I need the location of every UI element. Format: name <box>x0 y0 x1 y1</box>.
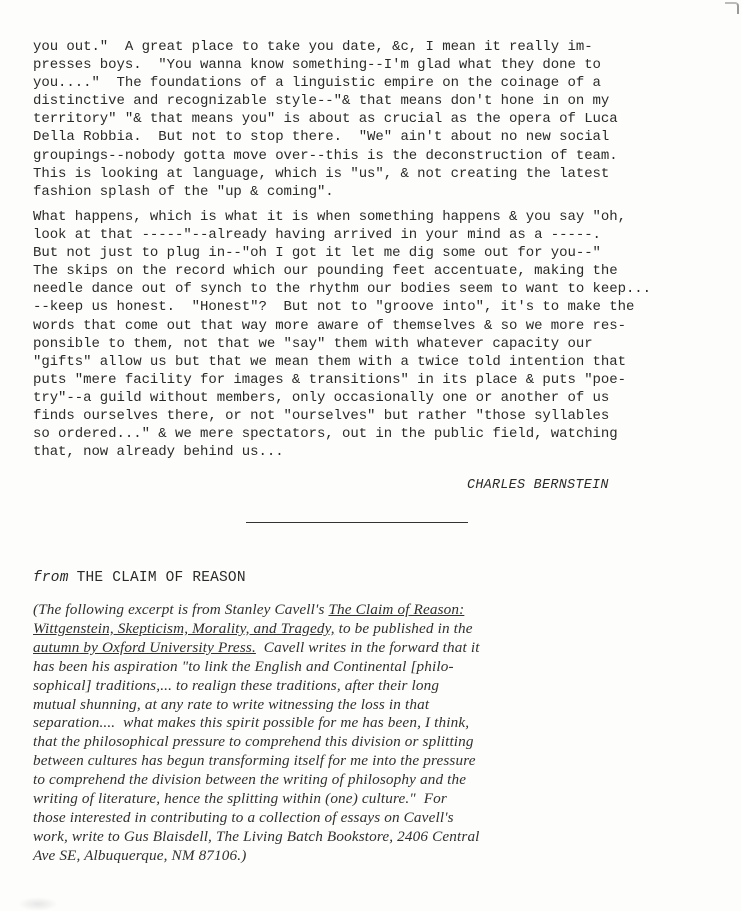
page-smudge <box>18 897 58 911</box>
section-divider <box>246 522 468 523</box>
text-line: (The following excerpt is from Stanley Cavell's <box>33 601 329 618</box>
text-line: words that come out that way more aware of themselves & so we more res- <box>33 317 626 334</box>
text-line: ponsible to them, not that we "say" them with whatever capacity our <box>33 335 593 352</box>
text-line: finds ourselves there, or not "ourselves" but rather "those syllables <box>33 408 610 425</box>
text-line: you out." A great place to take you date, &c, I mean it really im- <box>33 39 593 55</box>
essay-paragraph-1 <box>33 38 733 201</box>
text-line: sophical] traditions,... to realign these traditions, after their long <box>33 676 440 694</box>
text-line: "gifts" allow us but that we mean them with a twice told intention that <box>33 353 626 370</box>
text-line: territory" "& that means you" is about as crucial as the opera of Luca <box>33 111 618 128</box>
text-line: Della Robbia. But not to stop there. "We" ain't about no new social <box>33 129 610 146</box>
text-line: Cavell writes in the forward that it <box>255 638 480 656</box>
text-line: separation.... what makes this spirit possible for me has been, I think, <box>33 714 470 732</box>
text-line: needle dance out of synch to the rhythm our bodies seem to want to keep... <box>33 281 652 298</box>
text-line: look at that -----"--already having arrived in your mind as a -----. <box>33 227 601 244</box>
text-line: This is looking at language, which is "us", & not creating the latest <box>33 165 610 182</box>
section-title: THE CLAIM OF REASON <box>76 570 246 586</box>
text-line: --keep us honest. "Honest"? But not to "groove into", it's to make the <box>33 299 635 316</box>
text-line: so ordered..." & we mere spectators, out in the public field, watching <box>33 426 618 443</box>
corner-mark <box>725 2 739 14</box>
book-title: The Claim of Reason: <box>328 601 465 618</box>
essay-paragraph-2 <box>33 208 733 461</box>
text-line: work, write to Gus Blaisdell, The Living Batch Bookstore, 2406 Central <box>33 827 480 845</box>
text-line: has been his aspiration "to link the English and Continental [philo- <box>33 657 454 675</box>
text-line: you...." The foundations of a linguistic empire on the coinage of a <box>33 75 601 92</box>
text-line: between cultures has begun transforming itself for me into the pressure <box>33 752 476 770</box>
section-heading <box>33 570 246 586</box>
text-line: to comprehend the division between the writing of philosophy and the <box>33 771 467 789</box>
text-line: to be published in the <box>334 619 473 637</box>
book-subtitle: Wittgenstein, Skepticism, Morality, and Tragedy, <box>33 619 335 637</box>
text-line: try"--a guild without members, only occasionally one or another of us <box>33 389 610 406</box>
text-line: that the philosophical pressure to comprehend this division or splitting <box>33 733 474 751</box>
text-line: writing of literature, hence the splitting within (one) culture." For <box>33 790 447 808</box>
text-line: groupings--nobody gotta move over--this is the deconstruction of team. <box>33 147 618 164</box>
author-signature: CHARLES BERNSTEIN <box>467 478 609 493</box>
text-line: The skips on the record which our pounding feet accentuate, making the <box>33 263 618 280</box>
text-line: What happens, which is what it is when something happens & you say "oh, <box>33 209 626 225</box>
text-line: But not just to plug in--"oh I got it let me dig some out for you--" <box>33 245 601 262</box>
text-line: mutual shunning, at any rate to write witnessing the loss in that <box>33 695 430 713</box>
text-line: puts "mere facility for images & transitions" in its place & puts "poe- <box>33 371 626 388</box>
publisher: autumn by Oxford University Press. <box>33 638 256 656</box>
excerpt-paragraph <box>33 601 733 866</box>
text-line: fashion splash of the "up & coming". <box>33 183 334 200</box>
text-line: distinctive and recognizable style--"& that means don't hone in on my <box>33 93 610 110</box>
text-line: presses boys. "You wanna know something--I'm glad what they done to <box>33 57 601 74</box>
from-label: from <box>33 570 69 586</box>
text-line: those interested in contributing to a collection of essays on Cavell's <box>33 808 454 826</box>
text-line: Ave SE, Albuquerque, NM 87106.) <box>33 846 247 864</box>
text-line: that, now already behind us... <box>33 444 284 461</box>
